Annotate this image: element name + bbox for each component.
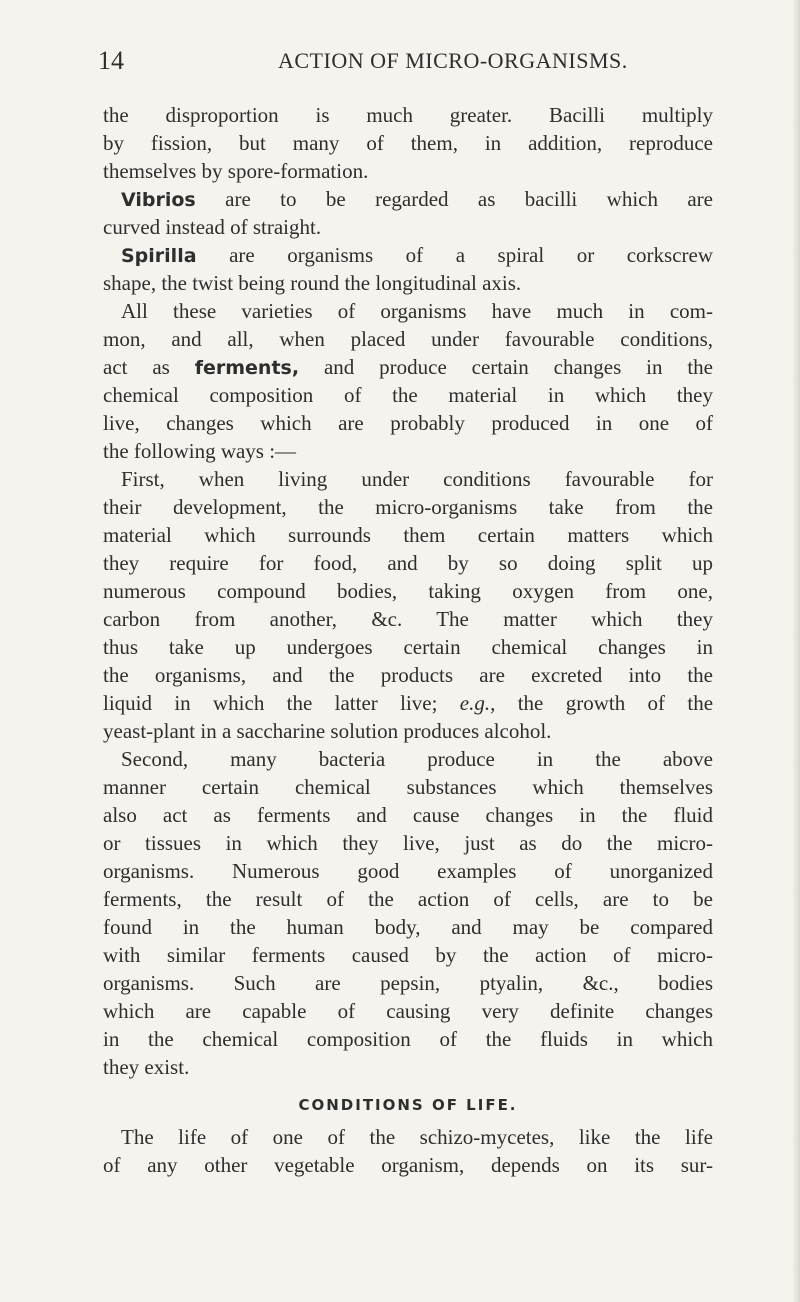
line-text: act as: [103, 355, 170, 379]
line-text: yeast-plant in a saccharine solution produces alcohol.: [103, 719, 552, 743]
text-line: [103, 605, 713, 633]
text-line: [103, 521, 713, 549]
line-text: their development, the micro-organisms take from the: [103, 495, 713, 519]
page-header: [98, 46, 708, 86]
line-text: curved instead of straight.: [103, 215, 322, 239]
line-text: which are capable of causing very definite changes: [103, 999, 713, 1023]
line-text: manner certain chemical substances which themselves: [103, 775, 713, 799]
text-line: [103, 241, 713, 269]
line-text: organisms. Numerous good examples of unorganized: [103, 859, 713, 883]
text-line: [103, 941, 713, 969]
line-text: numerous compound bodies, taking oxygen from one,: [103, 579, 713, 603]
text-line: [103, 213, 713, 241]
line-text: thus take up undergoes certain chemical changes in: [103, 635, 713, 659]
line-text: found in the human body, and may be compared: [103, 915, 713, 939]
line-text: ferments, the result of the action of cells, are to be: [103, 887, 713, 911]
text-line: [103, 1123, 713, 1151]
line-text: they exist.: [103, 1055, 190, 1079]
line-text: in the chemical composition of the fluids in which: [103, 1027, 713, 1051]
text-line: [103, 745, 713, 773]
line-text: liquid in which the latter live;: [103, 691, 438, 715]
line-text: material which surrounds them certain matters which: [103, 523, 713, 547]
text-line: [103, 1025, 713, 1053]
line-text: the organisms, and the products are excreted into the: [103, 663, 713, 687]
text-line: [103, 969, 713, 997]
line-text: also act as ferments and cause changes in the fluid: [103, 803, 713, 827]
text-line: [103, 101, 713, 129]
body-text: [103, 101, 713, 1179]
line-text: First, when living under conditions favourable for: [121, 467, 713, 491]
text-line: [103, 129, 713, 157]
line-text: organisms. Such are pepsin, ptyalin, &c., bodies: [103, 971, 713, 995]
text-line: [103, 633, 713, 661]
text-line: [103, 465, 713, 493]
text-line: [103, 437, 713, 465]
text-line: [103, 185, 713, 213]
page-number: 14: [98, 46, 124, 75]
line-text: are to be regarded as bacilli which are: [225, 187, 713, 211]
line-text: The life of one of the schizo-mycetes, like the life: [121, 1125, 713, 1149]
page-edge-shadow: [792, 0, 800, 1302]
text-line: [103, 157, 713, 185]
line-text: chemical composition of the material in which they: [103, 383, 713, 407]
line-text: are organisms of a spiral or corkscrew: [229, 243, 714, 267]
line-text: the following ways :—: [103, 439, 297, 463]
bold-term: Vibrios: [121, 189, 196, 211]
line-text: mon, and all, when placed under favourable conditions,: [103, 327, 713, 351]
text-line: [103, 997, 713, 1025]
line-text: the growth of the: [517, 691, 714, 715]
bold-term: Spirilla: [121, 245, 197, 267]
text-line: [103, 409, 713, 437]
text-line: [103, 801, 713, 829]
line-text: All these varieties of organisms have much in com-: [121, 299, 713, 323]
italic-term: e.g.,: [459, 691, 496, 715]
line-text: with similar ferments caused by the action of micro-: [103, 943, 713, 967]
line-text: by fission, but many of them, in addition, reproduce: [103, 131, 713, 155]
text-line: [103, 297, 713, 325]
text-line: [103, 325, 713, 353]
text-line: [103, 717, 713, 745]
text-line: [103, 493, 713, 521]
line-text: the disproportion is much greater. Bacilli multiply: [103, 103, 713, 127]
line-text: carbon from another, &c. The matter which they: [103, 607, 713, 631]
text-line: [103, 269, 713, 297]
text-line: [103, 829, 713, 857]
line-text: and produce certain changes in the: [323, 355, 713, 379]
text-line: [103, 1053, 713, 1081]
line-text: or tissues in which they live, just as do the micro-: [103, 831, 713, 855]
text-line: [103, 381, 713, 409]
text-line: [103, 857, 713, 885]
line-text: shape, the twist being round the longitudinal axis.: [103, 271, 522, 295]
line-text: live, changes which are probably produced in one of: [103, 411, 713, 435]
text-line: [103, 1151, 713, 1179]
section-heading: CONDITIONS OF LIFE.: [298, 1096, 518, 1114]
text-line: [103, 773, 713, 801]
text-line: [103, 885, 713, 913]
line-text: they require for food, and by so doing split up: [103, 551, 713, 575]
text-line: [103, 353, 713, 381]
line-text: Second, many bacteria produce in the above: [121, 747, 713, 771]
line-text: themselves by spore-formation.: [103, 159, 369, 183]
text-line: [103, 913, 713, 941]
bold-term: ferments,: [194, 357, 300, 379]
text-line: [103, 689, 713, 717]
text-line: [103, 577, 713, 605]
text-line: [103, 661, 713, 689]
text-line: [103, 549, 713, 577]
line-text: of any other vegetable organism, depends on its sur-: [103, 1153, 713, 1177]
running-head: ACTION OF MICRO-ORGANISMS.: [278, 48, 628, 73]
